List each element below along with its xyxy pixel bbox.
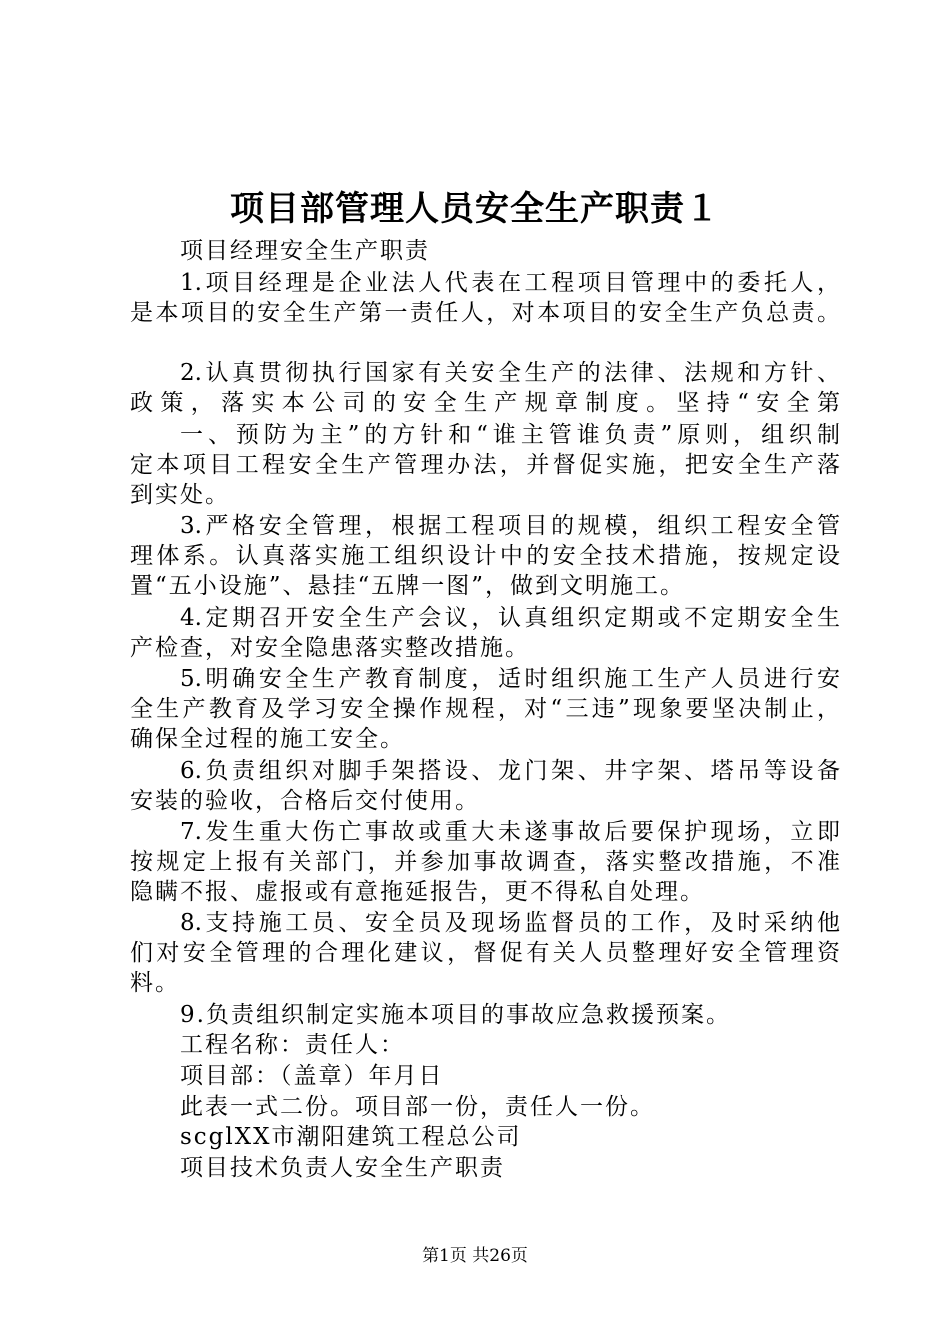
section-heading: 项目技术负责人安全生产职责 [180,1155,505,1181]
paragraph-line: 7.发生重大伤亡事故或重大未遂事故后要保护现场，立即 [180,819,840,845]
paragraph-line: 置“五小设施”、悬挂“五牌一图”，做到文明施工。 [130,573,686,599]
paragraph-line: 1.项目经理是企业法人代表在工程项目管理中的委托人， [180,270,840,296]
paragraph-line: 是本项目的安全生产第一责任人，对本项目的安全生产负总责。 [130,300,840,326]
paragraph-line: 定本项目工程安全生产管理办法，并督促实施，把安全生产落 [130,452,840,478]
paragraph-line: 料。 [130,970,180,996]
page-number: 第1页 共26页 [422,1246,528,1266]
paragraph-line: 产检查，对安全隐患落实整改措施。 [130,635,530,661]
note-line: 此表一式二份。项目部一份，责任人一份。 [180,1094,655,1120]
paragraph-line: 全生产教育及学习安全操作规程，对“三违”现象要坚决制止， [130,696,840,722]
paragraph-line: 隐瞒不报、虚报或有意拖延报告，更不得私自处理。 [130,879,705,905]
section-heading: 项目经理安全生产职责 [180,238,430,264]
form-field-line: 项目部：（盖章）年月日 [180,1063,444,1089]
company-line: scglXX市潮阳建筑工程总公司 [180,1124,522,1150]
paragraph-line: 理体系。认真落实施工组织设计中的安全技术措施，按规定设 [130,543,840,569]
paragraph-line: 4.定期召开安全生产会议，认真组织定期或不定期安全生 [180,605,840,631]
paragraph-line: 确保全过程的施工安全。 [130,726,405,752]
paragraph-line: 政策，落实本公司的安全生产规章制度。坚持“安全第 [130,390,840,416]
document-title: 项目部管理人员安全生产职责１ [230,189,720,229]
paragraph-line: 2.认真贯彻执行国家有关安全生产的法律、法规和方针、 [180,360,840,386]
paragraph-line: 们对安全管理的合理化建议，督促有关人员整理好安全管理资 [130,940,840,966]
paragraph-line: 6.负责组织对脚手架搭设、龙门架、井字架、塔吊等设备 [180,758,840,784]
paragraph-line: 一、预防为主”的方针和“谁主管谁负责”原则，组织制 [180,422,840,448]
paragraph-line: 9.负责组织制定实施本项目的事故应急救援预案。 [180,1002,731,1028]
paragraph-line: 按规定上报有关部门，并参加事故调查，落实整改措施，不准 [130,849,840,875]
paragraph-line: 3.严格安全管理，根据工程项目的规模，组织工程安全管 [180,513,840,539]
form-field-line: 工程名称：责任人： [180,1032,405,1058]
paragraph-line: 8.支持施工员、安全员及现场监督员的工作，及时采纳他 [180,910,840,936]
paragraph-line: 5.明确安全生产教育制度，适时组织施工生产人员进行安 [180,666,840,692]
paragraph-line: 到实处。 [130,482,230,508]
paragraph-line: 安装的验收，合格后交付使用。 [130,788,480,814]
